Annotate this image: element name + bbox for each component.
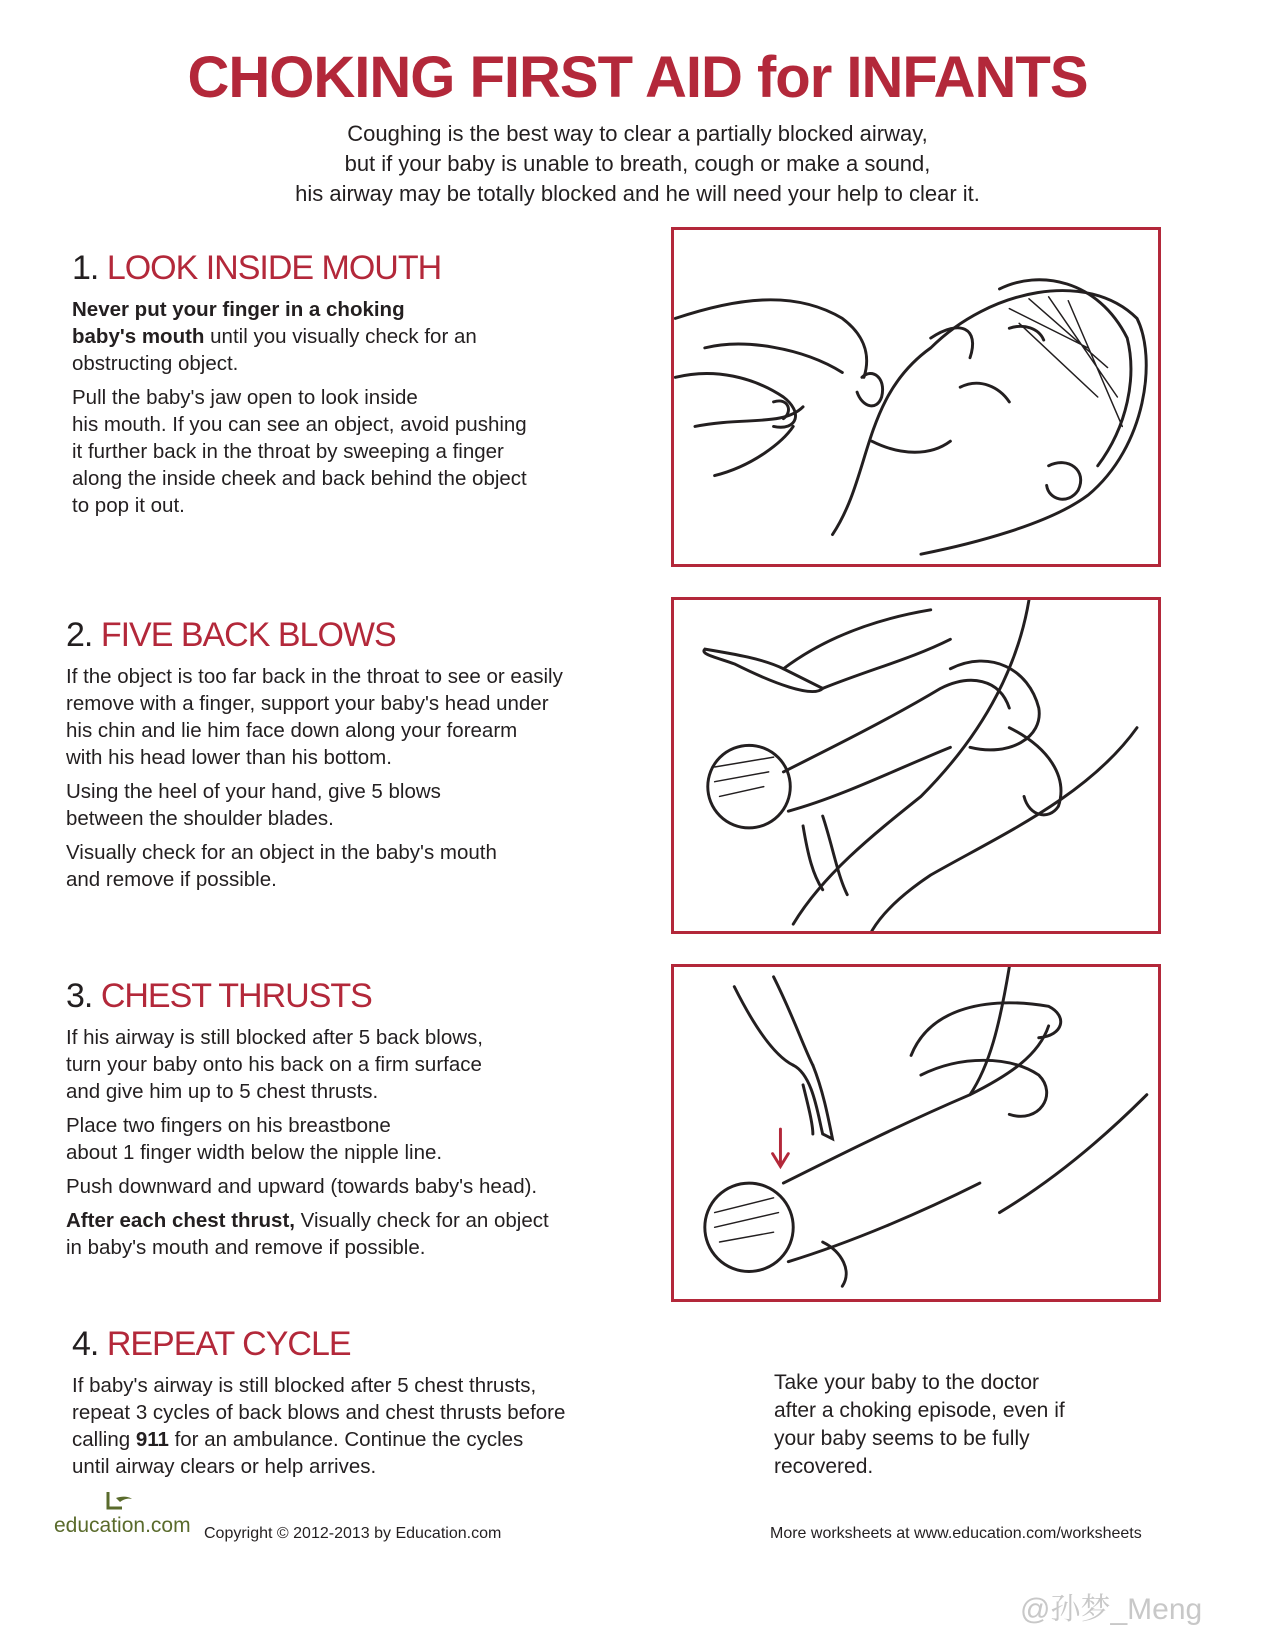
step-paragraph: [72, 1372, 565, 1480]
intro-line: but if your baby is unable to breath, cough or make a sound,: [344, 151, 931, 176]
back-blows-drawing: [674, 600, 1158, 931]
paragraph-line: to pop it out.: [72, 494, 185, 517]
book-icon: [102, 1490, 142, 1514]
step-heading: [72, 248, 527, 288]
copyright: Copyright © 2012-2013 by Education.com: [204, 1525, 502, 1542]
paragraph-line: about 1 finger width below the nipple line.: [66, 1141, 443, 1164]
paragraph-line: remove with a finger, support your baby's head under: [66, 692, 549, 715]
step-paragraph: [66, 1024, 549, 1105]
emphasis-text: After each chest thrust,: [66, 1209, 295, 1232]
paragraph-text: Visually check for an object: [294, 1209, 549, 1232]
step-paragraph: [66, 1207, 549, 1261]
note-line: Take your baby to the doctor: [774, 1371, 1039, 1394]
step-number: 1.: [72, 249, 99, 287]
illustration-chest-thrusts: [671, 964, 1161, 1302]
worksheets-link[interactable]: More worksheets at www.education.com/worksheets: [770, 1525, 1142, 1542]
paragraph-line: his mouth. If you can see an object, avoid pushing: [72, 413, 527, 436]
paragraph-line: his chin and lie him face down along your forearm: [66, 719, 518, 742]
step-number: 3.: [66, 977, 93, 1015]
page-title: CHOKING FIRST AID for INFANTS: [187, 45, 1088, 110]
step-repeat-cycle: [72, 1324, 565, 1487]
intro-line: Coughing is the best way to clear a partially blocked airway,: [347, 121, 928, 146]
baby-mouth-check-drawing: [674, 230, 1158, 564]
paragraph-line: Pull the baby's jaw open to look inside: [72, 386, 418, 409]
illustration-five-back-blows: [671, 597, 1161, 934]
paragraph-line: Visually check for an object in the baby's mouth: [66, 841, 497, 864]
step-paragraph: [66, 663, 563, 771]
logo-text: education.com: [54, 1514, 191, 1537]
note-line: your baby seems to be fully: [774, 1427, 1030, 1450]
paragraph-line: If his airway is still blocked after 5 back blows,: [66, 1026, 483, 1049]
step-paragraph: [66, 839, 563, 893]
step-number: 2.: [66, 616, 93, 654]
step-paragraph: [66, 1112, 549, 1166]
step-number: 4.: [72, 1325, 99, 1363]
step-paragraph: [66, 1173, 549, 1200]
paragraph-text: for an ambulance. Continue the cycles: [168, 1428, 524, 1451]
paragraph-line: along the inside cheek and back behind the object: [72, 467, 527, 490]
paragraph-line: it further back in the throat by sweeping a finger: [72, 440, 504, 463]
intro-text: [0, 119, 1275, 209]
step-heading: [66, 615, 563, 655]
note-line: recovered.: [774, 1455, 874, 1478]
warning-text: baby's mouth: [72, 325, 205, 348]
paragraph-line: If baby's airway is still blocked after 5 chest thrusts,: [72, 1374, 537, 1397]
paragraph-line: If the object is too far back in the throat to see or easily: [66, 665, 563, 688]
paragraph-line: until airway clears or help arrives.: [72, 1455, 377, 1478]
paragraph-text: calling: [72, 1428, 136, 1451]
paragraph-line: Place two fingers on his breastbone: [66, 1114, 391, 1137]
step-paragraph: [72, 384, 527, 519]
doctor-note: [774, 1369, 1065, 1481]
step-title: REPEAT CYCLE: [106, 1325, 351, 1363]
paragraph-line: and remove if possible.: [66, 868, 277, 891]
step-heading: [66, 976, 549, 1016]
step-title: FIVE BACK BLOWS: [100, 616, 396, 654]
warning-text: Never put your finger in a choking: [72, 298, 405, 321]
step-paragraph: [66, 778, 563, 832]
paragraph-line: turn your baby onto his back on a firm surface: [66, 1053, 482, 1076]
step-look-inside-mouth: [72, 248, 527, 526]
step-five-back-blows: [66, 615, 563, 900]
paragraph-line: Push downward and upward (towards baby's head).: [66, 1175, 538, 1198]
step-title: CHEST THRUSTS: [100, 977, 372, 1015]
paragraph-line: between the shoulder blades.: [66, 807, 334, 830]
note-line: after a choking episode, even if: [774, 1399, 1065, 1422]
watermark: @孙梦_Meng: [1020, 1593, 1203, 1626]
emergency-number: 911: [135, 1428, 169, 1451]
step-title: LOOK INSIDE MOUTH: [106, 249, 442, 287]
paragraph-line: obstructing object.: [72, 352, 239, 375]
step-heading: [72, 1324, 565, 1364]
paragraph-line: in baby's mouth and remove if possible.: [66, 1236, 426, 1259]
intro-line: his airway may be totally blocked and he will need your help to clear it.: [295, 181, 980, 206]
chest-thrusts-drawing: [674, 967, 1158, 1299]
paragraph-text: until you visually check for an: [204, 325, 477, 348]
step-paragraph: [72, 296, 527, 377]
paragraph-line: Using the heel of your hand, give 5 blows: [66, 780, 441, 803]
paragraph-line: and give him up to 5 chest thrusts.: [66, 1080, 379, 1103]
illustration-look-inside-mouth: [671, 227, 1161, 567]
paragraph-line: with his head lower than his bottom.: [66, 746, 392, 769]
paragraph-line: repeat 3 cycles of back blows and chest thrusts before: [72, 1401, 566, 1424]
step-chest-thrusts: [66, 976, 549, 1268]
